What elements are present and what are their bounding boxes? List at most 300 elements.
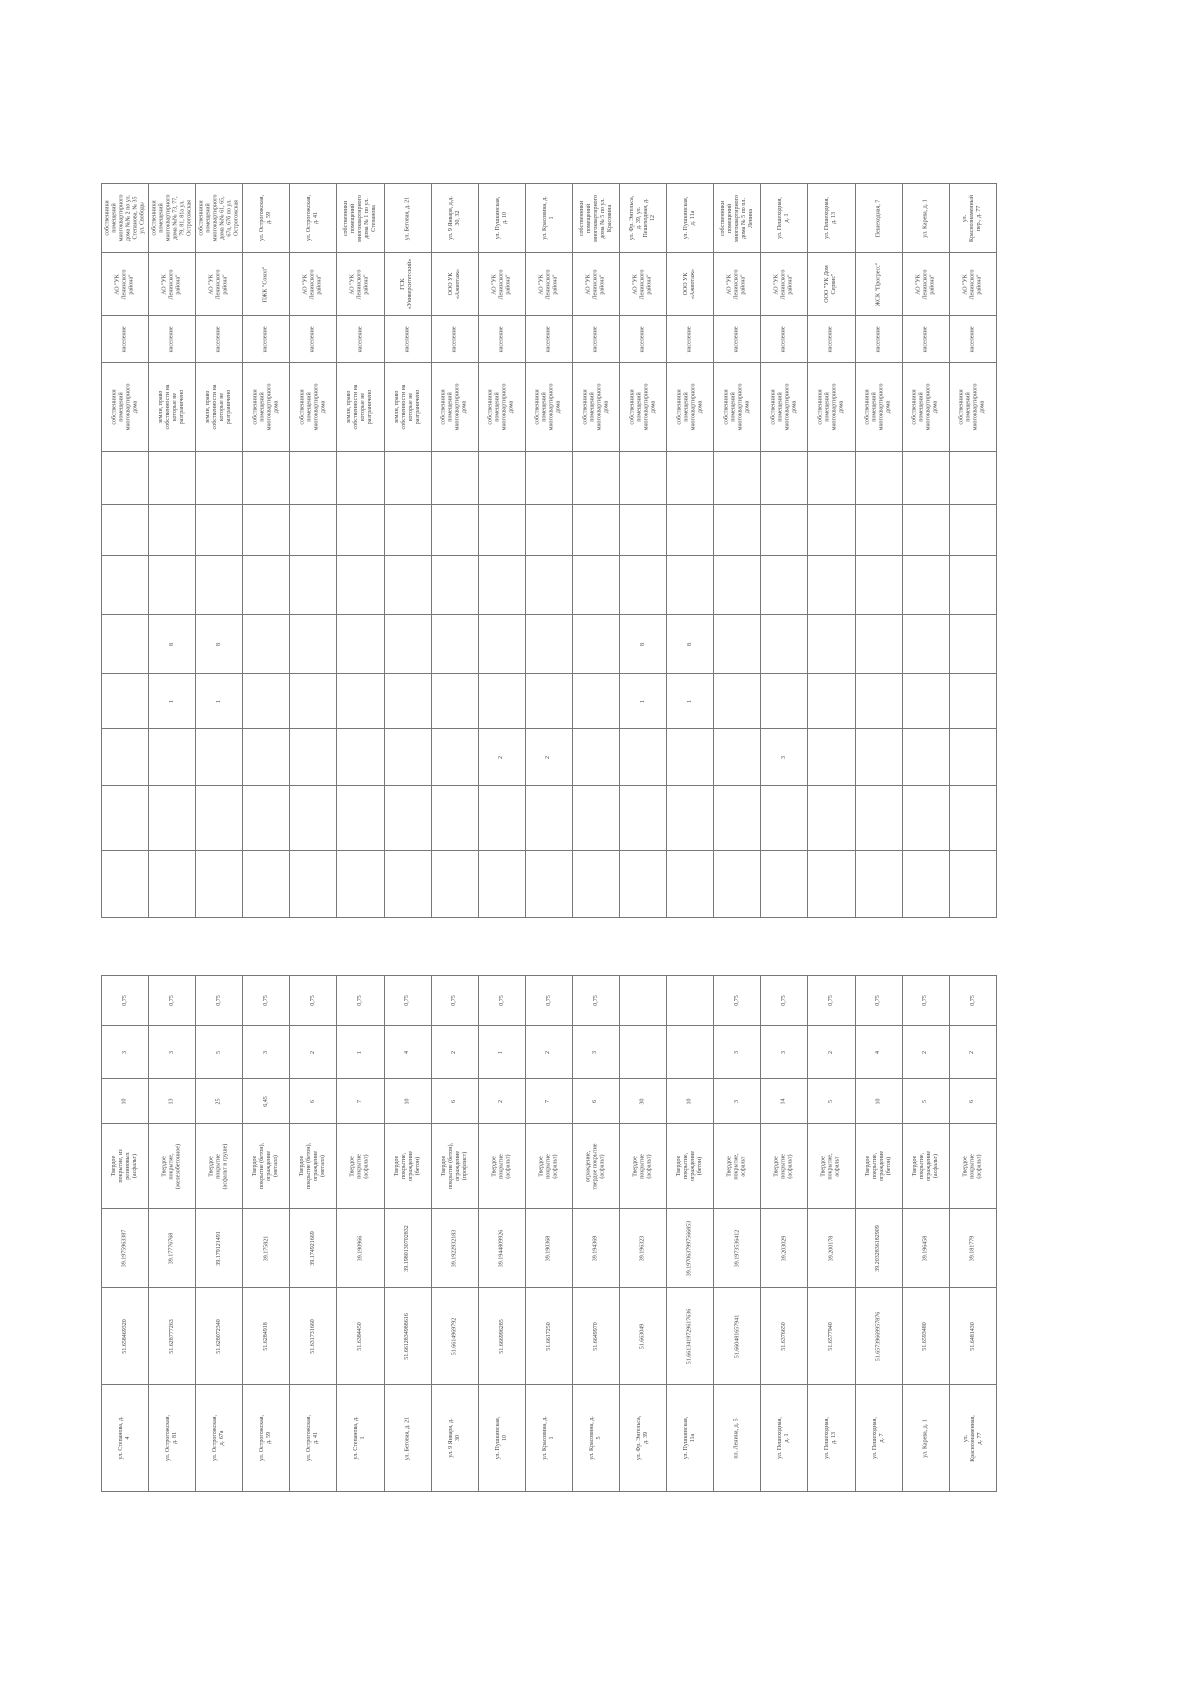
cell-blank_b <box>149 505 196 556</box>
cell-count <box>855 1026 902 1079</box>
cell-org_form <box>525 316 572 363</box>
cell-n2 <box>902 615 949 674</box>
cell-holder_type <box>102 363 149 452</box>
cell-sources <box>290 184 337 253</box>
cover-text: Твердое покрытие, ограждение (бетон) <box>864 1150 892 1182</box>
count-text: 3 <box>262 1050 269 1054</box>
cell-volume <box>149 976 196 1026</box>
cell-blank_c <box>620 452 667 505</box>
cell-n2 <box>102 615 149 674</box>
cover-text: Твердое покрытие (асфальт) <box>538 1153 559 1179</box>
cell-area <box>196 1079 243 1124</box>
cell-volume <box>667 976 714 1026</box>
org_form-text: население <box>733 325 740 353</box>
cell-cover <box>243 1124 290 1209</box>
band-count <box>102 1026 997 1079</box>
volume-text: 0,75 <box>404 995 411 1006</box>
cell-n2 <box>337 615 384 674</box>
cell-sources <box>667 184 714 253</box>
cell-holder_type <box>761 363 808 452</box>
lat-text: 51.631731660 <box>309 1318 316 1354</box>
lat-text: 51.663049 <box>639 1323 646 1349</box>
org_form-text: население <box>357 325 364 353</box>
cell-blank_b <box>620 505 667 556</box>
cell-lon <box>572 1209 619 1288</box>
cell-n1 <box>149 674 196 729</box>
volume-text: 0,75 <box>922 995 929 1006</box>
sources-text: собственники помещений многоквартирного дома № 1 по ул. Степанова <box>343 194 378 242</box>
cell-cover <box>620 1124 667 1209</box>
cell-count <box>714 1026 761 1079</box>
cell-area <box>808 1079 855 1124</box>
cell-v3 <box>337 729 384 786</box>
org_form-text: население <box>168 325 175 353</box>
sources-text: собственники помещений многоквартирного дома №№ 2 по ул. Степанова, № 35 ул. Свободы <box>104 194 146 242</box>
lat-text: 51.6284918 <box>262 1321 269 1351</box>
cell-v1 <box>902 851 949 918</box>
cell-holder_type <box>525 363 572 452</box>
org_form-text: население <box>686 325 693 353</box>
cell-v2 <box>808 786 855 851</box>
cell-owner <box>667 253 714 316</box>
cover-text: Твердое покрытие (асфальт) <box>350 1153 371 1179</box>
cell-address <box>949 1385 996 1492</box>
cover-text: Твердое покрытие (асфальт) <box>773 1153 794 1179</box>
cell-n2 <box>384 615 431 674</box>
cell-org_form <box>431 316 478 363</box>
address-text: ул. Степанова, д. 1 <box>353 1416 367 1460</box>
cell-sources <box>384 184 431 253</box>
org_form-text: население <box>215 325 222 353</box>
cell-holder_type <box>196 363 243 452</box>
cell-blank_b <box>902 505 949 556</box>
cell-blank_b <box>808 505 855 556</box>
area-text: 10 <box>875 1098 882 1104</box>
address-text: ул. Пушкинская, 10 <box>494 1416 508 1460</box>
cell-n1 <box>196 674 243 729</box>
address-text: ул. Степанова, д. 4 <box>118 1416 132 1460</box>
cell-area <box>478 1079 525 1124</box>
cell-n2 <box>243 615 290 674</box>
cell-sources <box>902 184 949 253</box>
cell-blank_a <box>714 556 761 615</box>
address-text: пл. Ленина, д. 5 <box>733 1417 740 1459</box>
cell-n1 <box>808 674 855 729</box>
sources-text: ул. Пушкинская, д. 11а <box>683 196 697 240</box>
cell-cover <box>667 1124 714 1209</box>
cell-holder_type <box>902 363 949 452</box>
volume-text: 0,75 <box>262 995 269 1006</box>
org_form-text: население <box>592 325 599 353</box>
cell-holder_type <box>949 363 996 452</box>
cell-v3 <box>431 729 478 786</box>
n1-text: 1 <box>168 699 175 703</box>
cell-n2 <box>808 615 855 674</box>
cell-n1 <box>714 674 761 729</box>
cell-v3 <box>808 729 855 786</box>
cell-n1 <box>478 674 525 729</box>
address-text: ул. Острогожская, д. 67а <box>212 1414 226 1462</box>
cell-cover <box>808 1124 855 1209</box>
cell-sources <box>149 184 196 253</box>
lat-text: 51.6617250 <box>545 1321 552 1351</box>
holder_type-text: земли, право собственности на которые не разграничено <box>205 384 233 430</box>
sources-text: ул. Фр. Энгельса, д. 39, ул. Пешеходная, д. 12 <box>629 195 657 241</box>
count-text: 2 <box>309 1050 316 1054</box>
cell-area <box>290 1079 337 1124</box>
cell-lat <box>149 1288 196 1385</box>
cell-owner <box>808 253 855 316</box>
cell-blank_c <box>667 452 714 505</box>
cell-count <box>196 1026 243 1079</box>
sources-text: собственники помещений многоквартирного дома № 5 по ул. Красовина <box>578 194 613 242</box>
cell-holder_type <box>478 363 525 452</box>
cell-blank_a <box>572 556 619 615</box>
cell-count <box>808 1026 855 1079</box>
lon-text: 39.196458 <box>922 1235 929 1261</box>
area-text: 10 <box>686 1098 693 1104</box>
cell-holder_type <box>384 363 431 452</box>
cell-blank_c <box>431 452 478 505</box>
band-owner <box>102 253 997 316</box>
cell-area <box>949 1079 996 1124</box>
cell-n1 <box>855 674 902 729</box>
cell-v2 <box>102 786 149 851</box>
cell-count <box>478 1026 525 1079</box>
cell-count <box>761 1026 808 1079</box>
lon-text: 39.1973536412 <box>733 1229 740 1267</box>
cell-n2 <box>714 615 761 674</box>
cell-org_form <box>337 316 384 363</box>
cell-lat <box>572 1288 619 1385</box>
holder_type-text: собственники помещений многоквартирного дома <box>676 383 704 431</box>
cell-area <box>761 1079 808 1124</box>
cell-n1 <box>949 674 996 729</box>
cell-owner <box>102 253 149 316</box>
v3-text: 3 <box>780 755 787 759</box>
cell-n2 <box>196 615 243 674</box>
count-text: 2 <box>545 1050 552 1054</box>
cell-blank_c <box>525 452 572 505</box>
org_form-text: население <box>262 325 269 353</box>
cell-blank_b <box>102 505 149 556</box>
volume-text: 0,75 <box>309 995 316 1006</box>
cell-v3 <box>855 729 902 786</box>
band-blank_c <box>102 452 997 505</box>
cover-text: Твердое покрытие, ограждение (асфальт) <box>911 1150 939 1182</box>
cell-volume <box>902 976 949 1026</box>
cell-v3 <box>667 729 714 786</box>
cell-blank_c <box>855 452 902 505</box>
cell-v1 <box>525 851 572 918</box>
lat-text: 51.666996285 <box>498 1318 505 1354</box>
org_form-text: население <box>780 325 787 353</box>
cell-cover <box>714 1124 761 1209</box>
cell-address <box>620 1385 667 1492</box>
cell-blank_c <box>761 452 808 505</box>
count-text: 3 <box>780 1050 787 1054</box>
volume-text: 0,75 <box>827 995 834 1006</box>
band-v3 <box>102 729 997 786</box>
cover-text: Твердое покрытие (бетон), ограждение (профлист) <box>440 1142 468 1190</box>
cell-holder_type <box>572 363 619 452</box>
owner-text: ООО УК «Ажиотаж» <box>447 268 461 300</box>
cell-address <box>667 1385 714 1492</box>
holder_type-text: собственники помещений многоквартирного дома <box>299 383 327 431</box>
owner-text: АО "УК Ленинского района" <box>302 269 323 299</box>
cell-n1 <box>667 674 714 729</box>
cell-n2 <box>525 615 572 674</box>
holder_type-text: собственники помещений многоквартирного дома <box>534 383 562 431</box>
cell-blank_c <box>902 452 949 505</box>
count-text: 3 <box>121 1050 128 1054</box>
cell-v1 <box>102 851 149 918</box>
volume-text: 0,75 <box>969 995 976 1006</box>
cell-n2 <box>855 615 902 674</box>
n1-text: 1 <box>215 699 222 703</box>
cell-v3 <box>714 729 761 786</box>
lat-text: 51.6613419729617636 <box>686 1308 693 1364</box>
count-text: 3 <box>592 1050 599 1054</box>
cell-sources <box>808 184 855 253</box>
cell-owner <box>431 253 478 316</box>
cell-area <box>337 1079 384 1124</box>
address-text: ул. Фр. Энгельса, д. 39 <box>636 1415 650 1461</box>
holder_type-text: собственники помещений многоквартирного дома <box>440 383 468 431</box>
cell-lat <box>102 1288 149 1385</box>
owner-text: АО "УК Ленинского района" <box>161 269 182 299</box>
cell-org_form <box>667 316 714 363</box>
cell-v2 <box>620 786 667 851</box>
area-text: 7 <box>357 1099 364 1103</box>
cell-count <box>149 1026 196 1079</box>
cell-blank_b <box>761 505 808 556</box>
cell-n2 <box>431 615 478 674</box>
cell-lon <box>855 1209 902 1288</box>
cell-blank_b <box>525 505 572 556</box>
cell-owner <box>384 253 431 316</box>
cell-v2 <box>431 786 478 851</box>
cell-blank_b <box>855 505 902 556</box>
cell-v1 <box>714 851 761 918</box>
cell-lat <box>902 1288 949 1385</box>
cell-v1 <box>243 851 290 918</box>
lat-text: 51.6614969792 <box>451 1317 458 1355</box>
cell-n2 <box>949 615 996 674</box>
cell-sources <box>102 184 149 253</box>
volume-text: 0,75 <box>215 995 222 1006</box>
volume-text: 0,75 <box>875 995 882 1006</box>
area-text: 5 <box>922 1099 929 1103</box>
owner-text: АО "УК Ленинского района" <box>114 269 135 299</box>
count-text: 2 <box>969 1050 976 1054</box>
lon-text: 39.190966 <box>357 1235 364 1261</box>
sources-text: собственники помещений многоквартирного дома №№ 61, 65, 67а, 67б по ул. Острогожская <box>198 194 240 242</box>
cell-cover <box>196 1124 243 1209</box>
sources-text: собственники помещений многоквартирного дома № 5 по пл. Ленина <box>719 194 754 242</box>
cell-address <box>102 1385 149 1492</box>
cell-count <box>431 1026 478 1079</box>
address-text: ул. Краснознаменная, д. 77 <box>962 1414 983 1462</box>
area-text: 3 <box>733 1099 740 1103</box>
cell-blank_b <box>714 505 761 556</box>
cell-cover <box>478 1124 525 1209</box>
cell-n2 <box>290 615 337 674</box>
owner-text: АО "УК Ленинского района" <box>962 269 983 299</box>
lat-text: 51.6649970 <box>592 1321 599 1351</box>
cell-n2 <box>761 615 808 674</box>
cell-volume <box>478 976 525 1026</box>
owner-text: АО "УК Ленинского района" <box>350 269 371 299</box>
cell-blank_b <box>196 505 243 556</box>
owner-text: АО "УК Ленинского района" <box>208 269 229 299</box>
cell-v2 <box>949 786 996 851</box>
cell-n2 <box>149 615 196 674</box>
band-holder_type <box>102 363 997 452</box>
cell-lon <box>337 1209 384 1288</box>
cell-blank_c <box>572 452 619 505</box>
cell-v2 <box>337 786 384 851</box>
cell-owner <box>761 253 808 316</box>
cell-holder_type <box>290 363 337 452</box>
cell-holder_type <box>808 363 855 452</box>
n1-text: 1 <box>639 699 646 703</box>
cover-text: Твердое покрытие (бетон), ограждение (металл) <box>252 1142 280 1190</box>
sources-text: ул. Красовина, д. 1 <box>541 196 555 240</box>
count-text: 5 <box>215 1050 222 1054</box>
cell-lon <box>431 1209 478 1288</box>
cell-lat <box>337 1288 384 1385</box>
cell-v2 <box>761 786 808 851</box>
cell-sources <box>855 184 902 253</box>
cell-v1 <box>290 851 337 918</box>
cell-v2 <box>714 786 761 851</box>
lon-text: 39.200178 <box>827 1235 834 1261</box>
holder_type-text: собственники помещений многоквартирного дома <box>911 383 939 431</box>
cell-v1 <box>949 851 996 918</box>
band-lon <box>102 1209 997 1288</box>
cell-volume <box>384 976 431 1026</box>
cell-volume <box>761 976 808 1026</box>
cell-n1 <box>431 674 478 729</box>
lon-text: 39.181779 <box>969 1235 976 1261</box>
lon-text: 39.1980130702832 <box>404 1224 411 1272</box>
cell-blank_a <box>478 556 525 615</box>
holder_type-text: собственники помещений многоквартирного дома <box>252 383 280 431</box>
address-text: ул. Пешеходная, д. 1 <box>777 1417 791 1459</box>
cell-org_form <box>761 316 808 363</box>
owner-text: ГСК «Университетский» <box>400 258 414 310</box>
lat-text: 51.6376650 <box>780 1321 787 1351</box>
cover-text: Твердое покрытие (асфальт в груше) <box>208 1143 229 1189</box>
cell-blank_c <box>102 452 149 505</box>
cell-count <box>384 1026 431 1079</box>
volume-text: 0,75 <box>592 995 599 1006</box>
cell-blank_c <box>714 452 761 505</box>
cell-blank_b <box>384 505 431 556</box>
n2-text: 8 <box>639 642 646 646</box>
sources-text: Пешеходная, 7 <box>875 199 882 237</box>
sources-text: ул. Карева, д. 1 <box>922 198 929 238</box>
cell-holder_type <box>337 363 384 452</box>
org_form-text: население <box>969 325 976 353</box>
cell-area <box>572 1079 619 1124</box>
cell-volume <box>808 976 855 1026</box>
cell-v3 <box>102 729 149 786</box>
cell-holder_type <box>714 363 761 452</box>
owner-text: ЖСК "Прогресс" <box>875 262 882 306</box>
cell-cover <box>761 1124 808 1209</box>
sources-text: ул. Пушкинская, д. 10 <box>494 196 508 240</box>
cell-org_form <box>149 316 196 363</box>
cell-holder_type <box>149 363 196 452</box>
band-address <box>102 1385 997 1492</box>
cell-lat <box>667 1288 714 1385</box>
holder_type-text: земли, право собственности на которые не разграничено <box>393 384 421 430</box>
area-text: 6 <box>451 1099 458 1103</box>
lat-text: 51.6612834988616 <box>404 1312 411 1360</box>
cell-holder_type <box>855 363 902 452</box>
cell-sources <box>196 184 243 253</box>
cell-blank_b <box>667 505 714 556</box>
holder_type-text: собственники помещений многоквартирного дома <box>581 383 609 431</box>
cell-n1 <box>384 674 431 729</box>
v3-text: 2 <box>545 755 552 759</box>
cell-address <box>808 1385 855 1492</box>
volume-text: 0,75 <box>780 995 787 1006</box>
cell-lon <box>525 1209 572 1288</box>
volume-text: 0,75 <box>451 995 458 1006</box>
area-text: 6 <box>309 1099 316 1103</box>
lat-text: 51.658469320 <box>121 1318 128 1354</box>
cell-address <box>714 1385 761 1492</box>
lat-text: 51.6481430 <box>969 1321 976 1351</box>
cell-org_form <box>196 316 243 363</box>
count-text: 3 <box>733 1050 740 1054</box>
cell-blank_c <box>243 452 290 505</box>
cell-cover <box>902 1124 949 1209</box>
cell-lon <box>478 1209 525 1288</box>
cell-n1 <box>902 674 949 729</box>
cell-n1 <box>290 674 337 729</box>
org_form-text: население <box>498 325 505 353</box>
count-text: 3 <box>168 1050 175 1054</box>
address-text: ул. Беговая, д. 21 <box>404 1416 411 1460</box>
area-text: 6 <box>592 1099 599 1103</box>
cell-lon <box>949 1209 996 1288</box>
table-lower <box>101 975 997 1492</box>
cell-lat <box>620 1288 667 1385</box>
area-text: 30 <box>639 1098 646 1104</box>
cell-org_form <box>808 316 855 363</box>
band-area <box>102 1079 997 1124</box>
cell-cover <box>572 1124 619 1209</box>
cell-lon <box>384 1209 431 1288</box>
cell-count <box>102 1026 149 1079</box>
cell-owner <box>196 253 243 316</box>
cell-blank_a <box>902 556 949 615</box>
area-text: 6,45 <box>262 1095 269 1107</box>
cell-area <box>102 1079 149 1124</box>
cell-volume <box>620 976 667 1026</box>
cell-blank_a <box>290 556 337 615</box>
cell-lon <box>902 1209 949 1288</box>
cell-v1 <box>855 851 902 918</box>
owner-text: АО "УК Ленинского района" <box>632 269 653 299</box>
cell-blank_a <box>525 556 572 615</box>
cell-lon <box>808 1209 855 1288</box>
cell-blank_a <box>196 556 243 615</box>
